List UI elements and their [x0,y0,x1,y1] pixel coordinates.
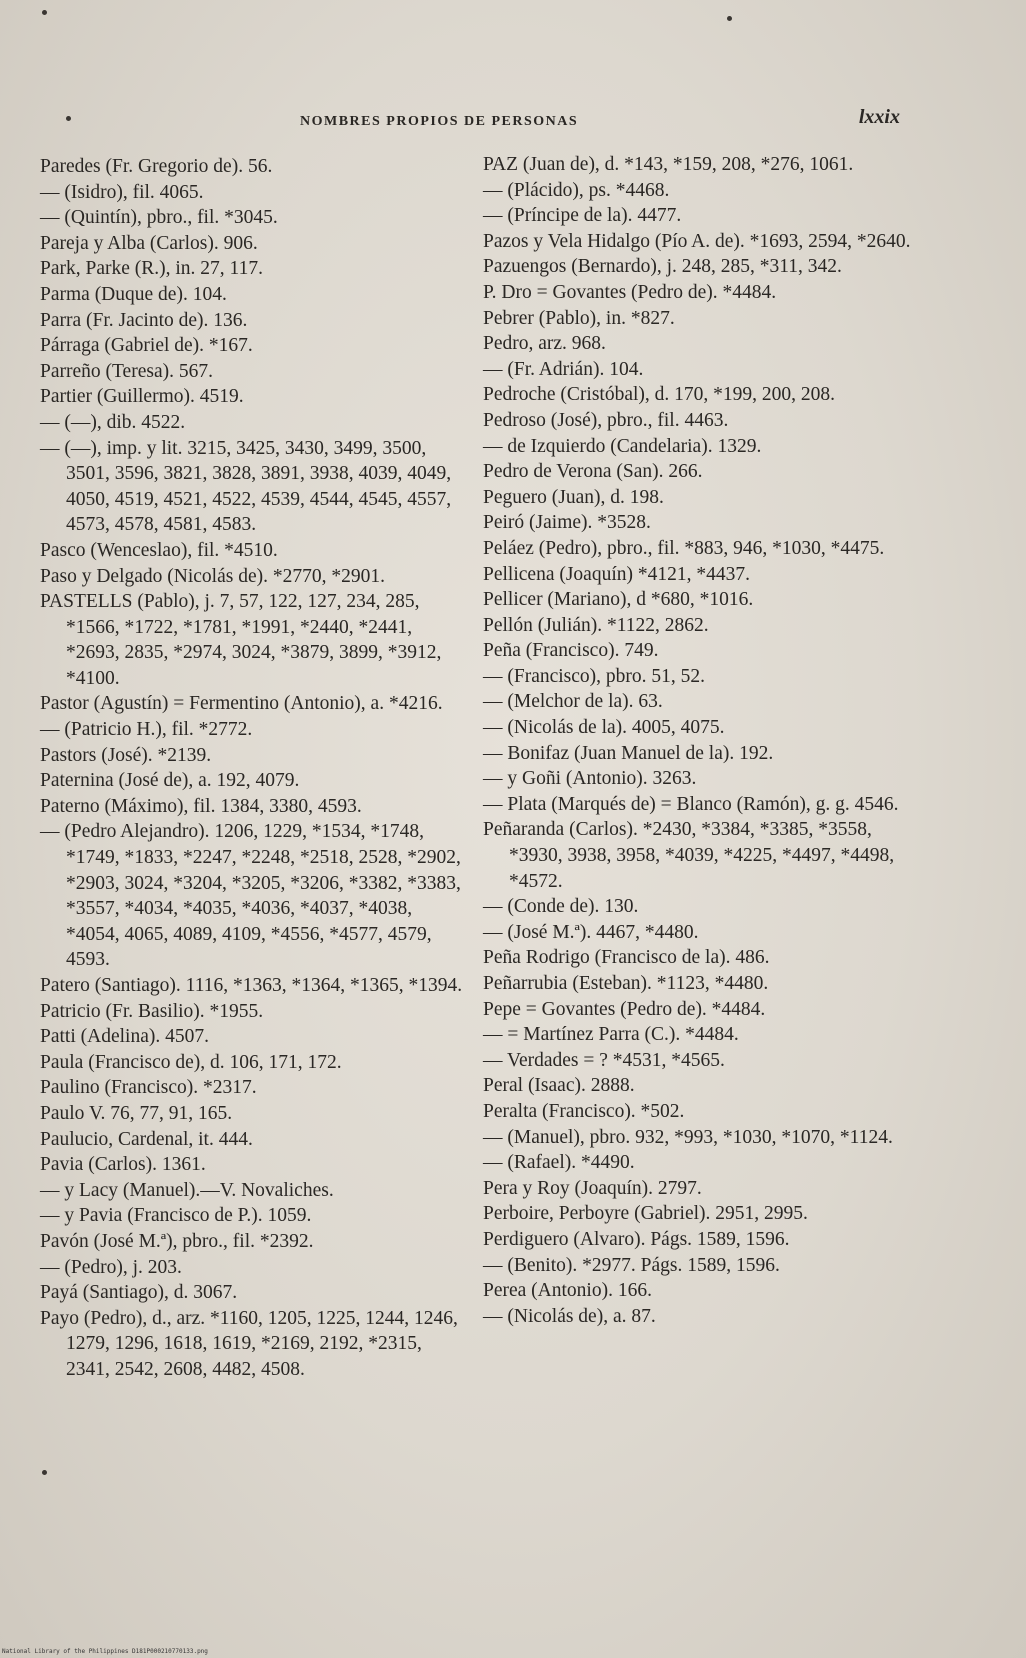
scan-speck [42,1470,47,1475]
index-entry: — = Martínez Parra (C.). *4484. [483,1024,739,1046]
index-entry: — (—), dib. 4522. [40,411,186,433]
index-entry: Payo (Pedro), d., arz. *1160, 1205, 1225, 1244, 1246, 1279, 1296, 1618, 1619, *2169, 2192, *2315, 2341, 2542, 2608, 4482, 4508. [40,1307,458,1380]
index-entry: Pedro, arz. 968. [483,333,606,355]
index-entry: — (Plácido), ps. *4468. [483,179,670,201]
index-entry: PASTELLS (Pablo), j. 7, 57, 122, 127, 234, 285, *1566, *1722, *1781, *1991, *2440, *2441, *2693, 2835, *2974, 3024, *3879, 3899, *3912, *4100. [40,591,442,689]
index-entry: Pellicena (Joaquín) *4121, *4437. [483,563,750,585]
index-entry: — (Rafael). *4490. [483,1152,635,1174]
index-entry: Pasco (Wenceslao), fil. *4510. [40,539,278,561]
index-entry: — Bonifaz (Juan Manuel de la). 192. [483,742,774,764]
index-entry: — y Goñi (Antonio). 3263. [483,768,697,790]
index-entry: Perdiguero (Alvaro). Págs. 1589, 1596. [483,1228,790,1250]
scan-speck [727,16,732,21]
index-entry: Paternina (José de), a. 192, 4079. [40,770,300,792]
right-index-column [483,152,923,1329]
index-entry: Partier (Guillermo). 4519. [40,386,244,408]
index-entry: — (Isidro), fil. 4065. [40,181,204,203]
index-entry: Peñaranda (Carlos). *2430, *3384, *3385, *3558, *3930, 3938, 3958, *4039, *4225, *4497, *4498, *4572. [483,819,895,892]
running-title: NOMBRES PROPIOS DE PERSONAS [300,114,579,129]
index-entry: Pavia (Carlos). 1361. [40,1154,206,1176]
index-entry: — (Pedro Alejandro). 1206, 1229, *1534, *1748, *1749, *1833, *2247, *2248, *2518, 2528, *2902, *2903, 3024, *3204, *3205, *3206, *3382, *3383, *3557, *4034, *4035, *4036, *4037, *4038, *4054, 4065, 4089, 4109, *4556, *4577, 4579, 4593. [40,821,461,971]
index-entry: Perea (Antonio). 166. [483,1280,652,1302]
index-entry: Peral (Isaac). 2888. [483,1075,635,1097]
index-entry: Paredes (Fr. Gregorio de). 56. [40,156,273,177]
index-entry: Paso y Delgado (Nicolás de). *2770, *2901. [40,565,385,587]
index-entry: Peñarrubia (Esteban). *1123, *4480. [483,973,769,994]
index-entry: P. Dro = Govantes (Pedro de). *4484. [483,281,777,303]
index-entry: Pazos y Vela Hidalgo (Pío A. de). *1693, 2594, *2640. [483,230,911,252]
index-entry: Pedroche (Cristóbal), d. 170, *199, 200, 208. [483,384,836,406]
index-entry: — (Benito). *2977. Págs. 1589, 1596. [483,1254,780,1276]
index-entry: Peláez (Pedro), pbro., fil. *883, 946, *1030, *4475. [483,537,885,559]
index-entry: Peña (Francisco). 749. [483,640,659,662]
index-entry: Patti (Adelina). 4507. [40,1026,209,1048]
index-entry: Park, Parke (R.), in. 27, 117. [40,258,263,280]
index-entry: Paulucio, Cardenal, it. 444. [40,1128,253,1150]
index-entry: Pedroso (José), pbro., fil. 4463. [483,409,729,431]
index-entry: Peralta (Francisco). *502. [483,1100,685,1122]
index-entry: Parreño (Teresa). 567. [40,360,213,382]
index-entry: Paterno (Máximo), fil. 1384, 3380, 4593. [40,795,362,817]
index-entry: — (Fr. Adrián). 104. [483,358,644,380]
scan-credit: National Library of the Philippines D181P000210770133.png [2,1648,208,1655]
index-entry: Pellicer (Mariano), d *680, *1016. [483,589,754,611]
index-entry: — Plata (Marqués de) = Blanco (Ramón), g. g. 4546. [483,793,899,815]
index-entry: Paulo V. 76, 77, 91, 165. [40,1102,233,1124]
index-entry: — Verdades = ? *4531, *4565. [483,1049,725,1071]
index-entry: — (Patricio H.), fil. *2772. [40,719,253,741]
index-entry: Peiró (Jaime). *3528. [483,512,651,534]
index-entry: Parma (Duque de). 104. [40,283,227,305]
index-entry: Pepe = Govantes (Pedro de). *4484. [483,998,766,1020]
index-entry: — (Conde de). 130. [483,896,639,918]
index-entry: Perboire, Perboyre (Gabriel). 2951, 2995. [483,1203,808,1225]
index-entry: Pareja y Alba (Carlos). 906. [40,232,258,254]
index-entry: Pastors (José). *2139. [40,744,212,766]
page-number: lxxix [858,106,900,128]
index-entry: Parra (Fr. Jacinto de). 136. [40,309,248,331]
index-entry: Pebrer (Pablo), in. *827. [483,307,675,329]
index-entry: — (Príncipe de la). 4477. [483,205,682,227]
index-entry: Pedro de Verona (San). 266. [483,461,703,483]
index-entry: Pavón (José M.ª), pbro., fil. *2392. [40,1230,314,1252]
index-entry: Payá (Santiago), d. 3067. [40,1282,238,1304]
page-header [60,106,900,136]
left-index-column [40,154,470,1383]
index-entry: Patero (Santiago). 1116, *1363, *1364, *1365, *1394. [40,975,463,996]
index-entry: Párraga (Gabriel de). *167. [40,335,253,357]
index-entry: — (Manuel), pbro. 932, *993, *1030, *1070, *1124. [483,1126,893,1148]
index-entry: Pazuengos (Bernardo), j. 248, 285, *311, 342. [483,256,842,278]
index-entry: — de Izquierdo (Candelaria). 1329. [483,435,762,457]
index-entry: — (Melchor de la). 63. [483,691,663,713]
index-entry: — (Nicolás de la). 4005, 4075. [483,717,725,739]
index-entry: — y Pavia (Francisco de P.). 1059. [40,1205,312,1227]
index-entry: Paula (Francisco de), d. 106, 171, 172. [40,1051,342,1073]
index-entry: Pastor (Agustín) = Fermentino (Antonio), a. *4216. [40,693,443,715]
index-entry: Peña Rodrigo (Francisco de la). 486. [483,947,770,969]
index-entry: — (—), imp. y lit. 3215, 3425, 3430, 3499, 3500, 3501, 3596, 3821, 3828, 3891, 3938, 4039, 4049, 4050, 4519, 4521, 4522, 4539, 4544, 4545, 4557, 4573, 4578, 4581, 4583. [40,437,452,536]
index-entry: — y Lacy (Manuel).—V. Novaliches. [40,1179,334,1201]
index-entry: Pera y Roy (Joaquín). 2797. [483,1177,702,1199]
index-entry: — (José M.ª). 4467, *4480. [483,921,699,943]
index-entry: PAZ (Juan de), d. *143, *159, 208, *276, 1061. [483,154,854,175]
index-entry: — (Quintín), pbro., fil. *3045. [40,207,278,229]
index-entry: Patricio (Fr. Basilio). *1955. [40,1000,264,1022]
scan-speck [42,10,47,15]
index-entry: — (Nicolás de), a. 87. [483,1305,656,1327]
index-entry: Pellón (Julián). *1122, 2862. [483,614,709,636]
index-entry: Peguero (Juan), d. 198. [483,486,664,508]
index-entry: Paulino (Francisco). *2317. [40,1077,257,1099]
index-entry: — (Francisco), pbro. 51, 52. [483,665,706,687]
index-entry: — (Pedro), j. 203. [40,1256,182,1278]
